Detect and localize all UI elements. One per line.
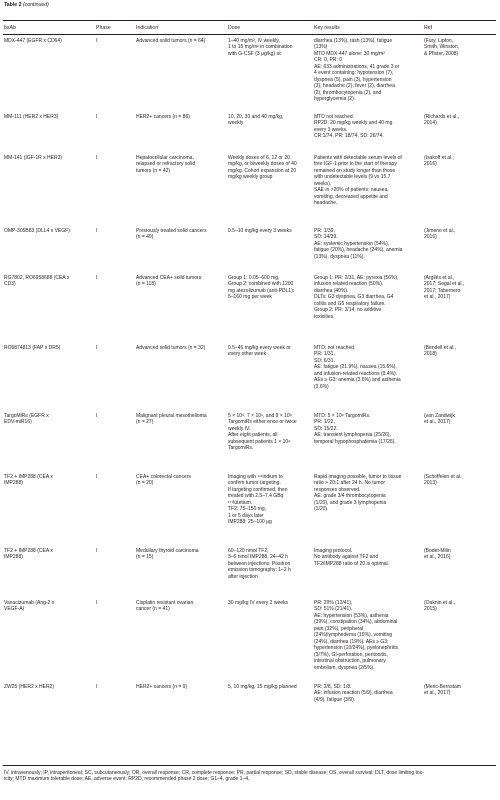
- cell-phase: [96, 345, 126, 351]
- cell-line: TargoMiRs (EGFR x: [4, 413, 49, 419]
- table-footnote: [4, 770, 496, 783]
- cell-line: No antibody against TF2 and: [314, 554, 379, 561]
- cell-bsab: [4, 228, 90, 234]
- cell-line: (n = 20): [136, 480, 154, 487]
- cell-line: Group 2: PR: 3/14, no additive: [314, 307, 382, 314]
- cell-phase: [96, 275, 126, 281]
- cell-line: after injection: [228, 573, 258, 580]
- cell-ref: [424, 38, 496, 57]
- cell-line: Smith, Winston,: [424, 44, 460, 51]
- cell-line: 2016): [424, 234, 437, 241]
- cell-bsab: [4, 275, 90, 288]
- cell-line: TF2: 75–150 mg,: [228, 506, 267, 513]
- cell-line: Malignant pleural mesothelioma: [136, 413, 207, 419]
- cell-line: infusion related reaction (50%),: [314, 281, 384, 288]
- cell-dose: [228, 38, 312, 57]
- cell-line: 10, 20, 30 and 40 mg/kg,: [228, 114, 284, 120]
- cell-line: subsequent patients 1 × 10⁹: [228, 438, 291, 445]
- cell-line: AE: hypertension (53%), asthenia: [314, 612, 389, 619]
- cell-line: every 3 weeks.: [314, 126, 348, 133]
- cell-line: I: [96, 684, 98, 690]
- cell-indication: [136, 275, 226, 288]
- cell-line: responses observed.: [314, 486, 361, 493]
- cell-phase: [96, 474, 126, 480]
- cell-line: SD: 15/22.: [314, 425, 338, 432]
- cell-line: weekly: [228, 120, 244, 127]
- cell-line: After eight patients, all: [228, 432, 278, 439]
- cell-line: (24%)lymphedema (19%), vomiting: [314, 632, 393, 639]
- cell-line: and infusion-related reactions (9.4%).: [314, 370, 398, 377]
- cell-line: ¹⁷⁷lutetium.: [228, 499, 253, 506]
- cell-line: weeks).: [314, 180, 332, 187]
- cell-phase: [96, 684, 126, 690]
- cell-dose: [228, 114, 312, 127]
- cell-line: 5 × 10⁹, 7 × 10⁹, and 9 × 10⁹: [228, 413, 292, 419]
- cell-line: et al., 2017): [424, 419, 451, 426]
- cell-line: Imaging with ¹¹¹indium to: [228, 474, 283, 480]
- cell-line: PR: 1/22,: [314, 419, 335, 426]
- cell-line: (Fury, Lipton,: [424, 38, 454, 44]
- cell-line: Group 2: combined with 1200: [228, 281, 294, 288]
- cell-ref: [424, 413, 496, 426]
- cell-line: PR: 29% (12/41),: [314, 600, 353, 606]
- cell-key-results: [314, 600, 418, 671]
- cell-line: AE: infusion reaction (5/9), diarrhea: [314, 690, 393, 697]
- cell-line: MM-111 (HER2 x HER3): [4, 114, 59, 120]
- cell-phase: [96, 548, 126, 554]
- footnote-line: IV, intravenously; IP, intraperitoneal; SC, subcutaneously; OR, overall response; CR, complete response; PR, partial response; SD, stable disease; OS, overall survival; DLT, dose limiting tox-: [4, 770, 424, 776]
- cell-line: (Bendell et al.,: [424, 345, 456, 351]
- cell-line: TF2 + IMP288 (CEA x: [4, 548, 53, 554]
- cell-bsab: [4, 345, 90, 351]
- header-ref: Ref: [424, 25, 433, 31]
- cell-line: diarrhea (40%).: [314, 287, 349, 294]
- cell-line: RO6874813 (FAP x DR5): [4, 345, 61, 351]
- footnote-line: icity; MTD maximum tolerable dose; AE, adverse event; RP2D, recommended phase 2 dose; G1–4, grade 1–4.: [4, 776, 250, 783]
- cell-line: remained on study longer than those: [314, 167, 396, 174]
- cell-line: 0.5–45 mg/kg every week or: [228, 345, 291, 351]
- cell-line: 2017; Tabernero: [424, 287, 461, 294]
- cell-dose: [228, 228, 312, 234]
- cell-line: I: [96, 474, 98, 480]
- table-title: [4, 2, 49, 9]
- cell-line: (39%), constipation (34%), abdominal: [314, 619, 398, 626]
- cell-indication: [136, 114, 226, 120]
- cell-line: (1/20).: [314, 506, 329, 513]
- cell-dose: [228, 474, 312, 526]
- cell-ref: [424, 600, 496, 613]
- cell-line: 1 to 15 mg/m² in combination: [228, 44, 293, 51]
- cell-line: CD3): [4, 281, 16, 288]
- cell-line: 4 event containing: hypotension (7),: [314, 70, 394, 77]
- cell-line: Advanced solid tumors (n = 64): [136, 38, 206, 44]
- cell-line: 2015): [424, 606, 437, 613]
- cell-line: MTD MDX-447 alone: 30 mg/m²: [314, 50, 385, 57]
- cell-line: AE: systemic hypertension (54%),: [314, 240, 390, 247]
- cell-bsab: [4, 155, 90, 161]
- cell-phase: [96, 38, 126, 44]
- cell-line: 5, 10 mg/kg, 15 mg/kg planned: [228, 684, 297, 690]
- cell-line: Vanucizumab (Ang-2 x: [4, 600, 55, 606]
- table-label: Table 2: [4, 2, 22, 8]
- cell-indication: [136, 345, 226, 351]
- cell-line: I: [96, 600, 98, 606]
- cell-line: MM-141 (IGF-1R x HER3): [4, 155, 63, 161]
- cell-line: HER2+ cancers (n = 86): [136, 114, 190, 120]
- cell-line: treated with 2.5–7.4 GBq: [228, 493, 284, 500]
- cell-line: IMP288: 25–100 μg: [228, 519, 272, 526]
- cell-bsab: [4, 114, 90, 120]
- cell-line: IMP288): [4, 480, 23, 487]
- cell-bsab: [4, 548, 90, 561]
- cell-line: weekly IV.: [228, 425, 251, 432]
- cell-line: Previously treated solid cancers: [136, 228, 207, 234]
- cell-line: VEGF-A): [4, 606, 25, 613]
- cell-line: every other week: [228, 351, 267, 358]
- cell-line: toxicities.: [314, 313, 335, 320]
- cell-line: Advanced solid tumors (n = 32): [136, 345, 206, 351]
- cell-line: Cisplatin resistant ovarian: [136, 600, 194, 606]
- cell-line: Hepatocellular carcinoma,: [136, 155, 194, 161]
- cell-dose: [228, 548, 312, 580]
- cell-line: Group 1: PR: 2/31, AE: pyrexia (56%),: [314, 275, 399, 281]
- cell-indication: [136, 413, 226, 426]
- cell-line: SAE in >20% of patients: nausea,: [314, 187, 389, 194]
- cell-line: MTD: 5 × 10⁹ TargomiRs.: [314, 413, 371, 419]
- header-rule: [3, 34, 496, 35]
- cell-line: MTD not reached.: [314, 114, 355, 120]
- table-suffix: (continued): [22, 2, 49, 8]
- cell-line: Advanced CEA+ solid tumors: [136, 275, 202, 281]
- cell-key-results: [314, 345, 418, 390]
- cell-bsab: [4, 474, 90, 487]
- cell-line: I: [96, 114, 98, 120]
- cell-line: fatigue (20%), headache (24%), anemia: [314, 247, 403, 254]
- cell-line: PR: 1/31,: [314, 351, 335, 358]
- cell-dose: [228, 275, 312, 301]
- cell-line: ZW25 (HER2 x HER2): [4, 684, 55, 690]
- cell-key-results: [314, 38, 418, 103]
- cell-line: relapsed or refractory solid: [136, 161, 196, 168]
- cell-line: Group 1: 0.05–600 mg,: [228, 275, 280, 281]
- cell-line: PR: 1/39,: [314, 228, 335, 234]
- cell-line: between injections. Positron: [228, 560, 291, 567]
- cell-line: I: [96, 413, 98, 419]
- cell-line: 1 or 5 days later: [228, 512, 264, 519]
- cell-line: Patients with detectable serum levels of: [314, 155, 402, 161]
- cell-line: dyspnea (5), pain (3), hypertension: [314, 76, 392, 83]
- cell-line: et al., 2017): [424, 294, 451, 301]
- cell-line: Medullary thyroid carcinoma: [136, 548, 199, 554]
- cell-line: (van Zandwijk: [424, 413, 455, 419]
- cell-ref: [424, 114, 496, 127]
- cell-line: 2018): [424, 351, 437, 358]
- cell-dose: [228, 600, 312, 606]
- cell-line: (n = 27): [136, 419, 154, 426]
- cell-dose: [228, 345, 312, 358]
- cell-line: 2013): [424, 480, 437, 487]
- cell-line: IMP288): [4, 554, 23, 561]
- cell-line: temporal hypophosphatemia (17/26).: [314, 438, 396, 445]
- cell-line: CEA+ colorectal cancers: [136, 474, 191, 480]
- cell-line: et al., 2017): [424, 690, 451, 697]
- cell-line: TargomiRs.: [228, 445, 254, 452]
- cell-line: Imaging protocol.: [314, 548, 353, 554]
- cell-line: (3.6%): [314, 383, 329, 390]
- header-phase: Phase: [96, 25, 111, 31]
- cell-line: mg/kg. Cohort expansion at 20: [228, 167, 297, 174]
- cell-line: mg/kg weekly group: [228, 174, 273, 181]
- cell-line: embolism, dyspnea (2/5%).: [314, 664, 375, 671]
- header-dose: Dose: [228, 25, 241, 31]
- cell-dose: [228, 155, 312, 181]
- cell-line: OMP-305B83 (DLL4 x VEGF): [4, 228, 70, 234]
- cell-line: (Jimeno et al.,: [424, 228, 456, 234]
- cell-line: with undetectable levels (9 vs 15.7: [314, 174, 391, 181]
- header-indication: Indication: [136, 25, 159, 31]
- cell-line: ratio > 20:1 after 24 h. No tumor: [314, 480, 386, 487]
- cell-line: confirm tumor targeting.: [228, 480, 281, 487]
- cell-line: AE: 633 administrations, 41 grade 3 or: [314, 63, 400, 70]
- cell-indication: [136, 155, 226, 174]
- cell-line: (3/7%), GI-perforation, peritonitis,: [314, 651, 388, 658]
- cell-line: I: [96, 155, 98, 161]
- cell-line: (n = 49): [136, 234, 154, 241]
- cell-line: CR: 0, PR: 0: [314, 57, 343, 64]
- cell-ref: [424, 228, 496, 241]
- cell-line: (Argilés et al.,: [424, 275, 455, 281]
- cell-line: mg/kg, or biweekly doses of 40: [228, 161, 297, 168]
- cell-line: Weekly doses of 6, 12 or 20: [228, 155, 290, 161]
- cell-indication: [136, 548, 226, 561]
- cell-indication: [136, 474, 226, 487]
- cell-key-results: [314, 155, 418, 207]
- cell-line: 0.5–10 mg/kg every 3 weeks: [228, 228, 292, 234]
- cell-line: RG7802, RO6958688 (CEA x: [4, 275, 70, 281]
- table-header: [0, 25, 500, 32]
- cell-line: (n = 15): [136, 554, 154, 561]
- cell-line: AE: grade 3/4 thrombocytopenia: [314, 493, 386, 500]
- cell-bsab: [4, 600, 90, 613]
- cell-line: (4/9), fatigue (3/9).: [314, 696, 356, 703]
- cell-ref: [424, 684, 496, 697]
- cell-line: (Meric-Bernstam: [424, 684, 461, 690]
- cell-line: intestinal obstruction, pulmonary: [314, 658, 386, 665]
- cell-key-results: [314, 114, 418, 140]
- header-bsab: bsAb: [4, 25, 16, 31]
- cell-line: hyperglycemia (2).: [314, 96, 356, 103]
- cell-line: & Pfister, 2008): [424, 50, 459, 57]
- cell-line: (1/20), and grade 3 lymphopenia: [314, 499, 387, 506]
- cell-line: 1–40 mg/m², IV weekly,: [228, 38, 280, 44]
- cell-line: et al., 2016): [424, 554, 451, 561]
- cell-line: (Bodet-Milin: [424, 548, 451, 554]
- cell-key-results: [314, 275, 418, 320]
- cell-key-results: [314, 228, 418, 260]
- cell-line: AE: fatigue (21.9%), nausea (15.6%),: [314, 364, 397, 371]
- cell-line: (Schoffelen et al.,: [424, 474, 463, 480]
- top-rule: [3, 20, 496, 21]
- cell-line: headache.: [314, 200, 338, 207]
- cell-line: 30 mg/kg IV every 2 weeks: [228, 600, 289, 606]
- cell-line: (Oaknin et al.,: [424, 600, 456, 606]
- cell-indication: [136, 684, 226, 690]
- cell-line: (Isakoff et al.,: [424, 155, 454, 161]
- cell-line: emission tomography: 1–2 h: [228, 567, 291, 574]
- cell-phase: [96, 413, 126, 419]
- cell-line: HER2+ cancers (n = 9): [136, 684, 188, 690]
- cell-dose: [228, 684, 312, 690]
- cell-key-results: [314, 548, 418, 567]
- bottom-rule: [3, 765, 496, 766]
- cell-line: 60–120 nmol TF2,: [228, 548, 269, 554]
- cell-indication: [136, 228, 226, 241]
- cell-phase: [96, 114, 126, 120]
- cell-phase: [96, 600, 126, 606]
- cell-line: TF2/IMP288 ratio of 20 is optimal.: [314, 560, 390, 567]
- header-key-results: Key results: [314, 25, 340, 31]
- cell-line: MDX-447 (EGFR x CD64): [4, 38, 62, 44]
- cell-key-results: [314, 413, 418, 445]
- cell-line: (24%), diarrhea (19%). AEs ≥ G3:: [314, 638, 389, 645]
- cell-line: free IGF-1 prior to the start of therapy: [314, 161, 397, 168]
- cell-line: DLTs: G3 dyspnea, G3 diarrhea, G4: [314, 294, 394, 301]
- cell-line: SD: 14/39.: [314, 234, 338, 241]
- cell-line: vomiting, decreased appetite and: [314, 193, 388, 200]
- cell-line: I: [96, 38, 98, 44]
- cell-key-results: [314, 474, 418, 513]
- cell-line: hypertension (10/24%), pyelonephritis: [314, 645, 398, 652]
- cell-line: (Richards et al.,: [424, 114, 460, 120]
- cell-line: If targeting confirmed, then: [228, 486, 288, 493]
- cell-line: AEs ≥ G3: anemia (3.6%) and asthenia: [314, 377, 401, 384]
- cell-line: (13%), dyspnea (11%).: [314, 253, 365, 260]
- cell-line: tumors (n = 42): [136, 167, 171, 174]
- cell-line: 3–6 nmol IMP288, 24–42 h: [228, 554, 289, 561]
- cell-line: CR:1/74, PR: 18/74, SD: 26/74.: [314, 133, 384, 140]
- cell-bsab: [4, 38, 90, 44]
- cell-ref: [424, 548, 496, 561]
- cell-line: diarrhea (13%), rash (13%), fatigue: [314, 38, 393, 44]
- cell-line: (13%): [314, 44, 328, 51]
- cell-line: I: [96, 345, 98, 351]
- cell-line: RP2D: 20 mg/kg weekly and 40 mg: [314, 120, 393, 127]
- cell-line: (2), thrombocytopenia (2), and: [314, 89, 382, 96]
- cell-line: 2014): [424, 120, 437, 127]
- cell-line: 5–160 mg per week: [228, 294, 272, 301]
- cell-line: PR: 2/8, SD: 1/8.: [314, 684, 352, 690]
- cell-line: Rapid imaging possible, tumor to tissue: [314, 474, 402, 480]
- cell-line: I: [96, 548, 98, 554]
- cell-line: 2016): [424, 161, 437, 168]
- cell-ref: [424, 275, 496, 301]
- cell-line: TF2 + IMP288 (CEA x: [4, 474, 53, 480]
- cell-dose: [228, 413, 312, 452]
- cell-line: I: [96, 275, 98, 281]
- cell-bsab: [4, 413, 90, 426]
- cell-phase: [96, 155, 126, 161]
- cell-bsab: [4, 684, 90, 690]
- cell-phase: [96, 228, 126, 234]
- cell-line: mg atezolizumab (anti-PDL1):: [228, 287, 295, 294]
- cell-line: AE: transient lymphopenia (25/26),: [314, 432, 391, 439]
- cell-line: with G-CSF (3 μg/kg) sc: [228, 50, 282, 57]
- cell-line: 2017; Segal et al.,: [424, 281, 465, 288]
- cell-line: MTD: not reached.: [314, 345, 356, 351]
- cell-line: colitis and G5 respiratory failure.: [314, 300, 386, 307]
- cell-line: cancer (n = 41): [136, 606, 170, 613]
- cell-line: (3), headache (2), fever (2), diarrhea: [314, 83, 395, 90]
- cell-line: (n = 118): [136, 281, 156, 288]
- cell-line: I: [96, 228, 98, 234]
- cell-ref: [424, 155, 496, 168]
- cell-line: SD: 6/31.: [314, 357, 335, 364]
- cell-line: SD: 51% (21/41).: [314, 606, 353, 613]
- cell-line: EDV-miR16): [4, 419, 32, 426]
- cell-key-results: [314, 684, 418, 703]
- cell-indication: [136, 600, 226, 613]
- cell-line: pain (32%), peripheral: [314, 625, 364, 632]
- cell-indication: [136, 38, 226, 44]
- cell-ref: [424, 345, 496, 358]
- cell-line: TargomiRs either once or twice: [228, 419, 297, 426]
- cell-ref: [424, 474, 496, 487]
